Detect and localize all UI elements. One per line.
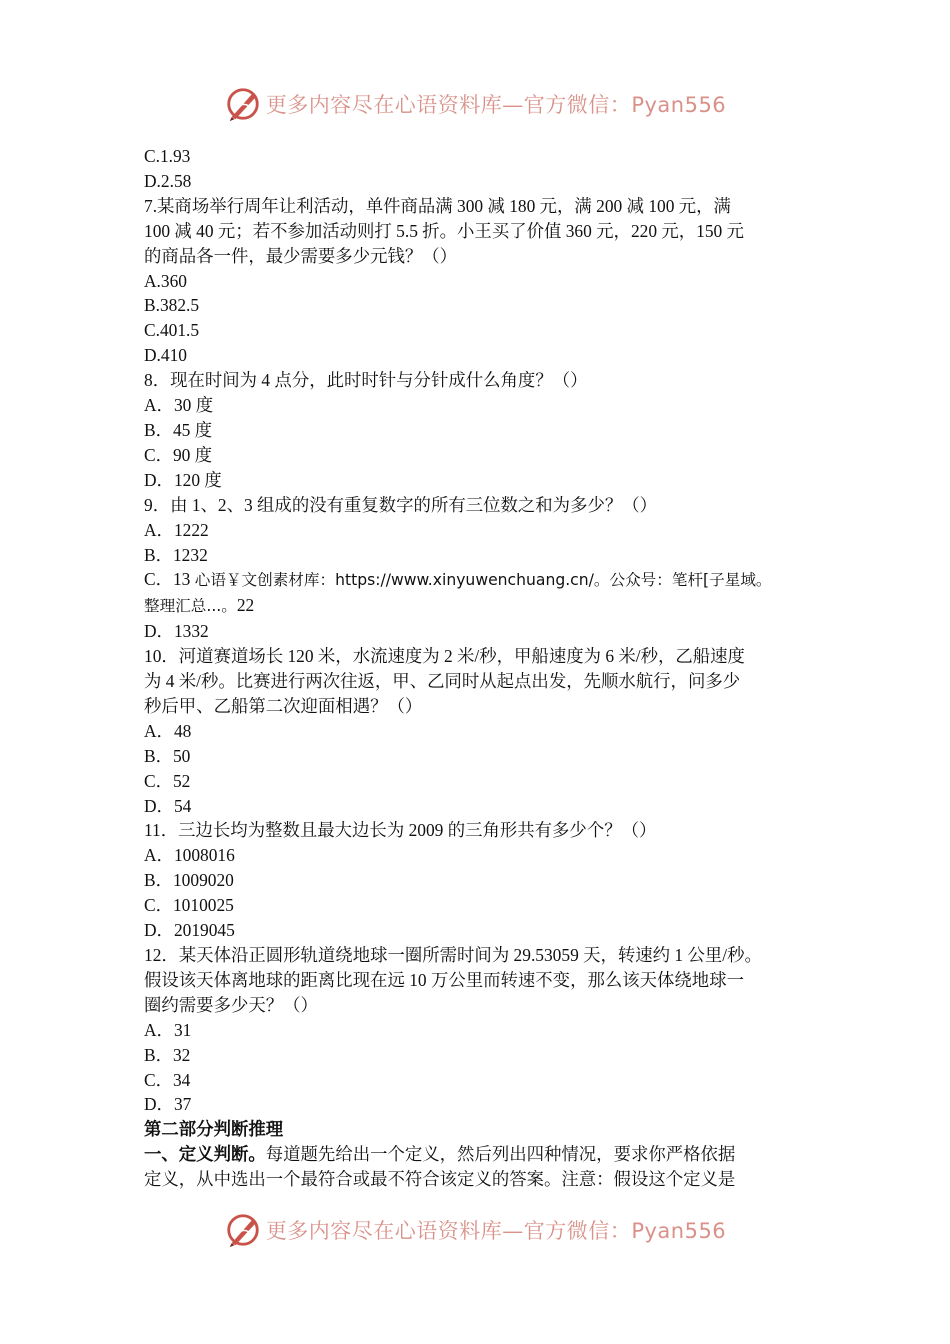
instruction-text: 每道题先给出一个定义，然后列出四种情况，要求你严格依据 (265, 1144, 736, 1165)
question-12-line: 12．某天体沿正圆形轨道绕地球一圈所需时间为 29.53059 天，转速约 1 公里/秒。 (144, 945, 762, 965)
question-10-line: 为 4 米/秒。比赛进行两次往返，甲、乙同时从起点出发，先顺水航行，问多少 (144, 671, 741, 692)
question-10-line: 10．河道赛道场长 120 米，水流速度为 2 米/秒，甲船速度为 6 米/秒，乙船速度 (144, 646, 745, 667)
banner-text-cn: 更多内容尽在心语资料库—官方微信： (265, 93, 632, 117)
option-line: D.410 (144, 345, 187, 366)
option-line: D．1332 (144, 621, 209, 642)
option-line: C．34 (144, 1069, 191, 1090)
option-prefix: C．13 (144, 569, 195, 590)
section-heading: 第二部分判断推理 (144, 1119, 284, 1140)
text-line: D.2.58 (144, 170, 192, 191)
option-line: C．1010025 (144, 895, 234, 916)
question-12-line: 假设该天体离地球的距离比现在远 10 万公里而转速不变，那么该天体绕地球一 (144, 969, 744, 990)
question-7-line: 100 减 40 元；若不参加活动则打 5.5 折。小王买了价值 360 元，220 元，150 元 (144, 220, 744, 241)
option-line: A．31 (144, 1019, 192, 1040)
option-line: C．52 (144, 770, 191, 791)
inline-ad-text: 心语￥文创素材库：https://www.xinyuwenchuang.cn/。公众号：笔杆[子星域。 (194, 571, 772, 590)
header-watermark-banner (0, 84, 950, 124)
option-line: B.382.5 (144, 295, 200, 316)
option-line: C.401.5 (144, 320, 200, 341)
option-line: A．48 (144, 720, 192, 741)
option-line: B．45 度 (144, 419, 213, 440)
option-suffix: 22 (236, 595, 255, 616)
option-line: D．37 (144, 1094, 192, 1115)
document-body (144, 144, 824, 1192)
text-line: C.1.93 (144, 146, 191, 166)
banner-wechat-id: Pyan556 (631, 93, 727, 117)
option-line: C．90 度 (144, 444, 213, 465)
option-line: D．54 (144, 795, 192, 816)
question-7-line: 7.某商场举行周年让利活动，单件商品满 300 减 180 元，满 200 减 100 元，满 (144, 195, 731, 216)
pen-logo-icon (224, 1211, 262, 1249)
inline-ad-text: 整理汇总...。 (144, 597, 237, 616)
option-line-with-ad (144, 593, 824, 619)
subsection-heading: 一、定义判断。 (144, 1144, 266, 1165)
question-10-line: 秒后甲、乙船第二次迎面相遇？（） (144, 695, 423, 716)
footer-watermark-banner (0, 1210, 950, 1250)
option-line: B．1232 (144, 544, 208, 565)
instruction-line (144, 1142, 824, 1167)
banner-text-cn: 更多内容尽在心语资料库—官方微信： (265, 1219, 632, 1243)
option-line-with-ad (144, 567, 824, 593)
banner-wechat-id: Pyan556 (631, 1219, 727, 1243)
option-line: B．32 (144, 1044, 191, 1065)
option-line: D．2019045 (144, 920, 235, 941)
option-line: B．50 (144, 745, 191, 766)
option-line: D．120 度 (144, 469, 222, 490)
option-line: A.360 (144, 270, 187, 291)
question-9-line: 9．由 1、2、3 组成的没有重复数字的所有三位数之和为多少？（） (144, 494, 658, 515)
question-12-line: 圈约需要多少天？（） (144, 994, 318, 1015)
question-11-line: 11．三边长均为整数且最大边长为 2009 的三角形共有多少个？（） (144, 820, 657, 841)
option-line: A．30 度 (144, 395, 214, 416)
option-line: A．1222 (144, 519, 209, 540)
pen-logo-icon (224, 85, 262, 123)
instruction-line: 定义，从中选出一个最符合或最不符合该定义的答案。注意：假设这个定义是 (144, 1169, 736, 1190)
question-8-line: 8．现在时间为 4 点分，此时时针与分针成什么角度？（） (144, 370, 588, 391)
option-line: B．1009020 (144, 870, 234, 891)
question-7-line: 的商品各一件，最少需要多少元钱？（） (144, 245, 458, 266)
option-line: A．1008016 (144, 845, 235, 866)
